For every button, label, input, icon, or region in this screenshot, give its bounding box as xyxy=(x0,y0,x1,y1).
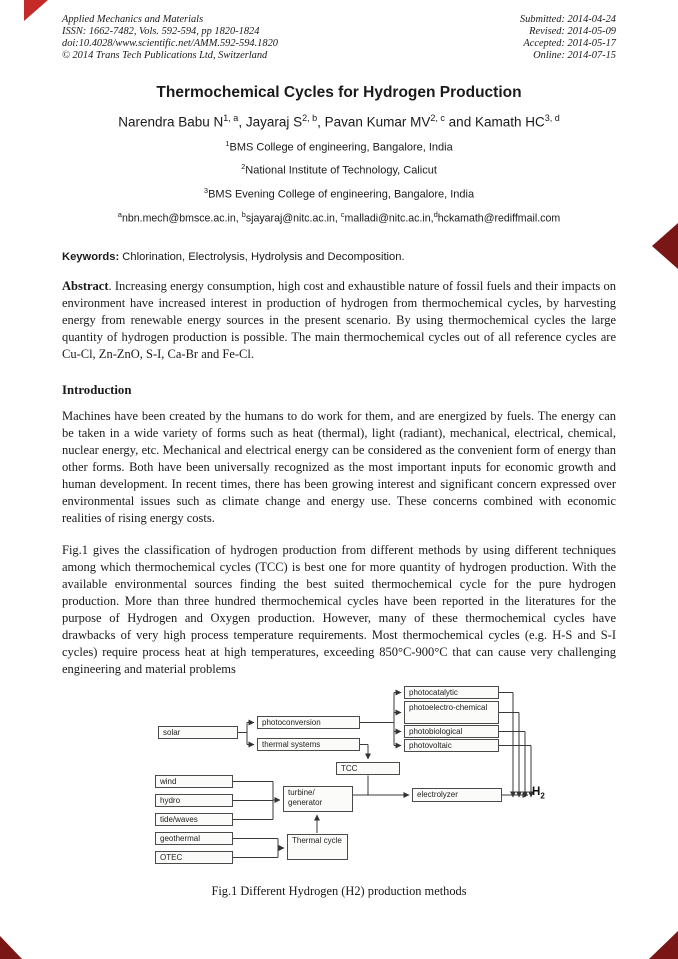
affiliation-text: BMS Evening College of engineering, Bangalore, India xyxy=(208,188,475,201)
submission-dates xyxy=(520,14,616,62)
date-accepted: Accepted: 2014-05-17 xyxy=(523,38,616,49)
diagram-box-thermal-cycle: Thermal cycle xyxy=(287,834,348,860)
email-address: nbn.mech@bmsce.ac.in, xyxy=(121,213,242,225)
abstract-label: Abstract xyxy=(62,279,109,293)
affiliation-text: National Institute of Technology, Calicut xyxy=(245,164,437,177)
diagram-box-thermal-systems: thermal systems xyxy=(257,738,360,751)
journal-name: Applied Mechanics and Materials xyxy=(62,14,204,25)
author-line xyxy=(62,113,616,130)
diagram-box-turbine-generator: turbine/ generator xyxy=(283,786,353,812)
affiliation-2 xyxy=(62,162,616,177)
email-address: sjayaraj@nitc.ac.in, xyxy=(245,213,341,225)
diagram-box-photoelectrochemical: photoelectro-chemical xyxy=(404,701,499,724)
author-affil-marker: 1, a xyxy=(223,113,239,123)
h2-subscript: 2 xyxy=(540,791,545,801)
section-heading-introduction: Introduction xyxy=(62,383,132,397)
diagram-box-tcc: TCC xyxy=(336,762,400,775)
journal-doi: doi:10.4028/www.scientific.net/AMM.592-594.1820 xyxy=(62,38,278,49)
keywords-text: Chlorination, Electrolysis, Hydrolysis and Decomposition. xyxy=(119,251,405,263)
figure-1-caption: Fig.1 Different Hydrogen (H2) production methods xyxy=(211,884,467,898)
diagram-box-hydro: hydro xyxy=(155,794,233,807)
diagram-box-photocatalytic: photocatalytic xyxy=(404,686,499,699)
author-affil-marker: 2, b xyxy=(302,113,318,123)
journal-copyright: © 2014 Trans Tech Publications Ltd, Switzerland xyxy=(62,50,268,61)
author-name: Narendra Babu N xyxy=(118,114,224,130)
email-marker: b xyxy=(241,210,246,220)
author-emails xyxy=(62,210,616,225)
affiliation-1 xyxy=(62,139,616,154)
date-submitted: Submitted: 2014-04-24 xyxy=(519,14,616,25)
author-affil-marker: 3, d xyxy=(544,113,560,123)
email-marker: c xyxy=(340,210,345,220)
diagram-box-solar: solar xyxy=(158,726,238,739)
affiliation-3 xyxy=(62,186,616,201)
email-address: hckamath@rediffmail.com xyxy=(437,213,561,225)
introduction-paragraph-1: Machines have been created by the humans to do work for them, and are energized by fuels. The energy can be taken in a wide variety of forms such as heat (thermal), light (radiant), mechanical, electrical, chemical, nuclear energy, etc. Mechanical and electrical energy can be considered as the convenient form of energy than other forms. Both have been universally recognized as the most important inputs for economic growth and human development. In recent times, there has been growing interest and significant concern expressed over environmental issues such as climate change and energy use. These concerns combined with economic realities of rising energy costs. xyxy=(62,409,616,525)
email-marker: d xyxy=(433,210,438,220)
affiliation-marker: 1 xyxy=(225,138,230,148)
diagram-box-photovoltaic: photovoltaic xyxy=(404,739,499,752)
diagram-box-electrolyzer: electrolyzer xyxy=(412,788,502,802)
journal-header xyxy=(62,14,616,62)
keywords-line xyxy=(62,251,616,263)
keywords-label: Keywords: xyxy=(62,251,120,263)
author-name: and Kamath HC xyxy=(444,114,545,130)
author-affil-marker: 2, c xyxy=(430,113,445,123)
email-marker: a xyxy=(117,210,122,220)
date-online: Online: 2014-07-15 xyxy=(533,50,616,61)
diagram-box-tide-waves: tide/waves xyxy=(155,813,233,826)
diagram-box-otec: OTEC xyxy=(155,851,233,864)
paper-title: Thermochemical Cycles for Hydrogen Production xyxy=(156,84,522,101)
email-address: malladi@nitc.ac.in, xyxy=(344,213,434,225)
affiliation-marker: 2 xyxy=(241,162,246,172)
diagram-box-geothermal: geothermal xyxy=(155,832,233,845)
diagram-label-h2 xyxy=(532,786,545,800)
journal-info xyxy=(62,14,278,62)
abstract-paragraph xyxy=(62,278,616,363)
affiliation-marker: 3 xyxy=(203,185,209,195)
diagram-box-photoconversion: photoconversion xyxy=(257,716,360,729)
h2-base: H xyxy=(532,786,541,798)
date-revised: Revised: 2014-05-09 xyxy=(529,26,616,37)
journal-issn: ISSN: 1662-7482, Vols. 592-594, pp 1820-1824 xyxy=(62,26,260,37)
corner-decoration-bottom-left xyxy=(0,936,22,959)
author-name: , Jayaraj S xyxy=(238,114,303,130)
abstract-text: . Increasing energy consumption, high cost and exhaustible nature of fossil fuels and their impacts on environment have increased interest in production of hydrogen from thermochemical cycles, by harvesting energy from renewable energy sources in the present scenario. By using thermochemical cycles the large quantity of hydrogen production is possible. The main thermochemical cycles out of all reference cycles are Cu-Cl, Zn-ZnO, S-I, Ca-Br and Fe-Cl. xyxy=(62,279,616,361)
corner-decoration-bottom-right xyxy=(649,931,678,959)
affiliation-text: BMS College of engineering, Bangalore, India xyxy=(229,141,453,154)
diagram-box-wind: wind xyxy=(155,775,233,788)
author-name: , Pavan Kumar MV xyxy=(317,114,431,130)
diagram-box-photobiological: photobiological xyxy=(404,725,499,738)
introduction-paragraph-2: Fig.1 gives the classification of hydrogen production from different methods by using different techniques among which thermochemical cycles (TCC) is best one for more quantity of hydrogen production. With the available environmental sources finding the best suited thermochemical cycle for the pure hydrogen production. More than three hundred thermochemical cycles have been reported in the literatures for the purpose of Hydrogen and Oxygen production. However, many of these thermochemical cycles have drawbacks of very high process temperature requirements. Most thermochemical cycles (e.g. H-S and S-I cycles) require process heat at high temperatures, exceeding 850°C-900°C that can cause very challenging engineering and material problems xyxy=(62,543,616,676)
figure-1-diagram xyxy=(140,682,570,872)
